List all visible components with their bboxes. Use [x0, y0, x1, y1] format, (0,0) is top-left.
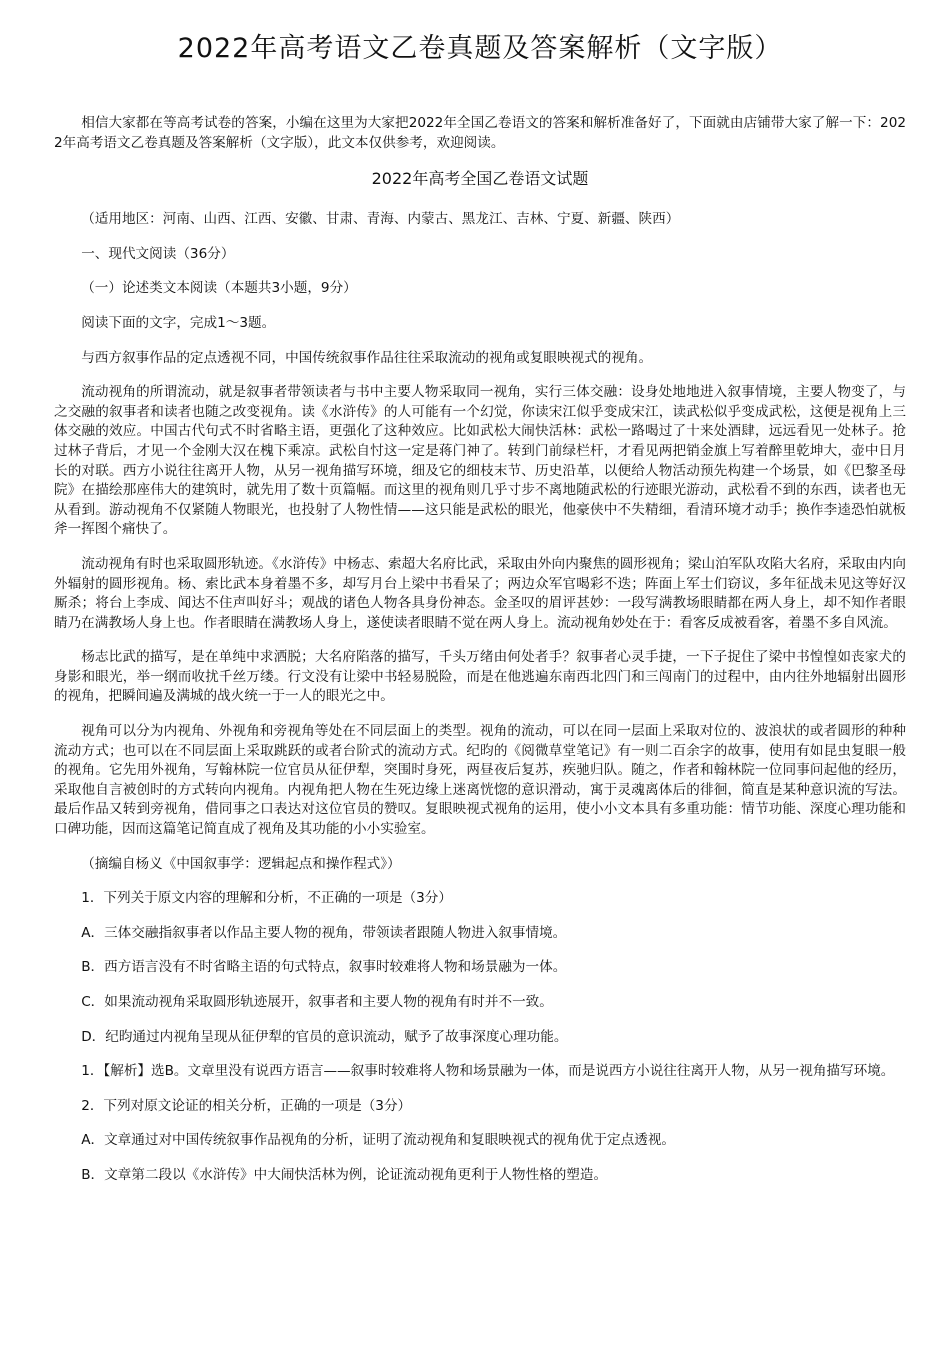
page-title: 2022年高考语文乙卷真题及答案解析（文字版）: [177, 33, 783, 64]
question-1-option-c: C．如果流动视角采取圆形轨迹展开，叙事者和主要人物的视角有时并不一致。: [81, 994, 553, 1010]
question-1: 1．下列关于原文内容的理解和分析，不正确的一项是（3分）: [81, 890, 452, 907]
body-paragraph: 流动视角的所谓流动，就是叙事者带领读者与书中主要人物采取同一视角，实行三体交融：设身处地地进入叙事情境，主要人物变了，与之交融的叙事者和读者也随之改变视角。读《水浒传》的人可能有一个幻觉，你读宋江似乎变成宋江，读武松似乎变成武松，这便是视角上三体交融的效应。中国古代句式不时省略主语，更强化了这种效应。比如武松大闹快活林：武松一路喝过了十来处酒肆，远远看见一处林子。抢过林子背后，才见一个金刚大汉在槐下乘凉。武松自忖这一定是蒋门神了。转到门前绿栏杆，才看见两把销金旗上写着醉里乾坤大，壶中日月长的对联。西方小说往往离开人物，从另一视角描写环境，细及它的细枝末节、历史沿革，以便给人物活动预先构建一个场景，如《巴黎圣母院》在描绘那座伟大的建筑时，就先用了数十页篇幅。而这里的视角则几乎寸步不离地随武松的行迹眼光游动，武松看不到的东西，读者也无从看到。游动视角不仅紧随人物眼光，也投射了人物性情——这只能是武松的眼光，他豪侠中不失精细，看清环境才动手；换作李逵恐怕就板斧一挥图个痛快了。: [54, 384, 906, 538]
intro-paragraph: 相信大家都在等高考试卷的答案，小编在这里为大家把2022年全国乙卷语文的答案和解析准备好了，下面就由店铺带大家了解一下：2022年高考语文乙卷真题及答案解析（文字版），此文本仅供参考，欢迎阅读。: [54, 115, 906, 151]
question-2: 2．下列对原文论证的相关分析，正确的一项是（3分）: [81, 1097, 412, 1114]
section-heading: 一、现代文阅读（36分）: [81, 245, 235, 262]
question-1-option-a: A．三体交融指叙事者以作品主要人物的视角，带领读者跟随人物进入叙事情境。: [81, 924, 567, 941]
instruction-text: 阅读下面的文字，完成1～3题。: [81, 314, 276, 331]
source-citation: （摘编自杨义《中国叙事学：逻辑起点和操作程式》）: [81, 855, 401, 872]
subsection-heading: （一）论述类文本阅读（本题共3小题，9分）: [81, 280, 357, 297]
question-2-option-a: A．文章通过对中国传统叙事作品视角的分析，证明了流动视角和复眼映视式的视角优于定点透视。: [81, 1132, 676, 1149]
regions-text: （适用地区：河南、山西、江西、安徽、甘肃、青海、内蒙古、黑龙江、吉林、宁夏、新疆、陕西）: [81, 211, 680, 228]
body-paragraph: 流动视角有时也采取圆形轨迹。《水浒传》中杨志、索超大名府比武，采取由外向内聚焦的圆形视角；梁山泊军队攻陷大名府，采取由内向外辐射的圆形视角。杨、索比武本身着墨不多，却写月台上梁中书看呆了；两边众军官喝彩不迭；阵面上军士们窃议，多年征战未见这等好汉厮杀；将台上李成、闻达不住声叫好斗；观战的诸色人物各具身份神态。金圣叹的眉评甚妙：一段写满教场眼睛都在两人身上，却不知作者眼睛乃在满教场人身上也。作者眼睛在满教场人身上，遂使读者眼睛不觉在两人身上。流动视角妙处在于：看客反成被看客，着墨不多自风流。: [54, 555, 906, 631]
document-page: [54, 30, 906, 1201]
question-1-option-b: B．西方语言没有不时省略主语的句式特点，叙事时较难将人物和场景融为一体。: [81, 959, 567, 976]
question-2-option-b: B．文章第二段以《水浒传》中大闹快活林为例，论证流动视角更利于人物性格的塑造。: [81, 1166, 608, 1183]
exam-title: 2022年高考全国乙卷语文试题: [371, 169, 589, 189]
body-paragraph: 视角可以分为内视角、外视角和旁视角等处在不同层面上的类型。视角的流动，可以在同一层面上采取对位的、波浪状的或者圆形的种种流动方式；也可以在不同层面上采取跳跃的或者台阶式的流动方式。纪昀的《阅微草堂笔记》有一则二百余字的故事，使用有如昆虫复眼一般的视角。它先用外视角，写翰林院一位官员从征伊犁，突围时身死，两昼夜后复苏，疾驰归队。随之，作者和翰林院一位同事问起他的经历，采取他自言被创时的方式转向内视角。内视角把人物在生死边缘上迷离恍惚的意识滑动，寓于灵魂离体后的徘徊，简直是某种意识流的写法。最后作品又转到旁视角，借同事之口表达对这位官员的赞叹。复眼映视式视角的运用，使小小文本具有多重功能：情节功能、深度心理功能和口碑功能，因而这篇笔记简直成了视角及其功能的小小实验室。: [54, 723, 906, 838]
question-1-answer: 1．【解析】选B。文章里没有说西方语言——叙事时较难将人物和场景融为一体，而是说西方小说往往离开人物，从另一视角描写环境。: [81, 1063, 895, 1080]
body-paragraph: 与西方叙事作品的定点透视不同，中国传统叙事作品往往采取流动的视角或复眼映视式的视角。: [81, 349, 653, 366]
question-1-option-d: D．纪昀通过内视角呈现从征伊犁的官员的意识流动，赋予了故事深度心理功能。: [81, 1028, 568, 1045]
body-paragraph: 杨志比武的描写，是在单纯中求洒脱；大名府陷落的描写，千头万绪由何处者手？叙事者心灵手捷，一下子捉住了梁中书惶惶如丧家犬的身影和眼光，举一纲而收扰千丝万缕。行文没有让梁中书轻易脱险，而是在他逃遍东南西北四门和三闯南门的过程中，由内往外地辐射出圆形的视角，把瞬间遍及满城的战火统一于一人的眼光之中。: [54, 649, 906, 705]
